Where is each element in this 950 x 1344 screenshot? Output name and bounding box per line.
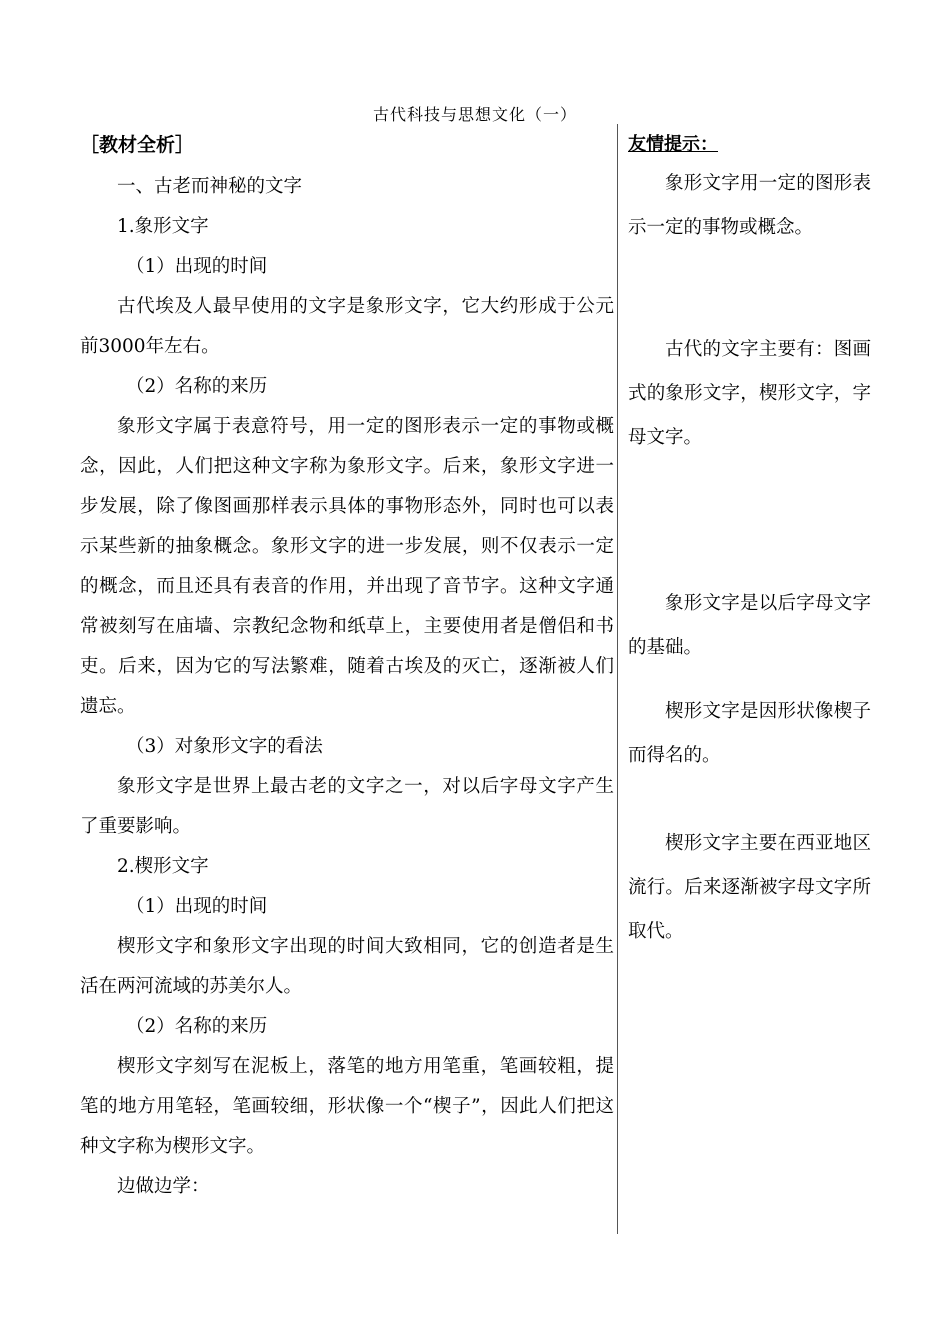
column-divider: [617, 124, 618, 1234]
subheading-hieroglyphs: 1.象形文字: [117, 216, 209, 237]
item-time: （1）出现的时间: [126, 896, 268, 917]
tip-item: 楔形文字是因形状像楔子而得名的。: [628, 701, 871, 766]
item-time: （1）出现的时间: [126, 256, 268, 277]
main-column: [80, 124, 614, 1207]
body-paragraph: 象形文字属于表意符号，用一定的图形表示一定的事物或概念，因此，人们把这种文字称为象形文字。后来，象形文字进一步发展，除了像图画那样表示具体的事物形态外，同时也可以表示某些新的抽象概念。象形文字的进一步发展，则不仅表示一定的概念，而且还具有表音的作用，并出现了音节字。这种文字通常被刻写在庙墙、宗教纪念物和纸草上，主要使用者是僧侣和书吏。后来，因为它的写法繁难，随着古埃及的灭亡，逐渐被人们遗忘。: [80, 416, 614, 717]
item-name-origin: （2）名称的来历: [126, 1016, 268, 1037]
section-heading: ［教材全析］: [80, 134, 195, 156]
tip-item: 古代的文字主要有：图画式的象形文字，楔形文字，字母文字。: [628, 339, 871, 448]
tip-item: 象形文字用一定的图形表示一定的事物或概念。: [628, 173, 871, 238]
page-title: 古代科技与思想文化（一）: [372, 105, 577, 124]
item-views: （3）对象形文字的看法: [126, 736, 323, 757]
body-paragraph: 楔形文字刻写在泥板上，落笔的地方用笔重，笔画较粗，提笔的地方用笔轻，笔画较细，形状像一个“楔子”，因此人们把这种文字称为楔形文字。: [80, 1056, 614, 1157]
tip-item: 楔形文字主要在西亚地区流行。后来逐渐被字母文字所取代。: [628, 833, 871, 942]
body-paragraph: 象形文字是世界上最古老的文字之一，对以后字母文字产生了重要影响。: [80, 776, 614, 837]
main-text: [80, 167, 614, 1207]
heading-ancient-writing: 一、古老而神秘的文字: [117, 176, 303, 197]
sidebar-tips: [628, 124, 871, 942]
item-name-origin: （2）名称的来历: [126, 376, 268, 397]
tips-heading: 友情提示：: [628, 134, 718, 155]
subheading-cuneiform: 2.楔形文字: [117, 856, 209, 877]
learn-by-doing-label: 边做边学：: [117, 1176, 210, 1197]
tip-item: 象形文字是以后字母文字的基础。: [628, 593, 871, 658]
body-paragraph: 古代埃及人最早使用的文字是象形文字，它大约形成于公元前3000年左右。: [80, 296, 614, 357]
body-paragraph: 楔形文字和象形文字出现的时间大致相同，它的创造者是生活在两河流域的苏美尔人。: [80, 936, 614, 997]
